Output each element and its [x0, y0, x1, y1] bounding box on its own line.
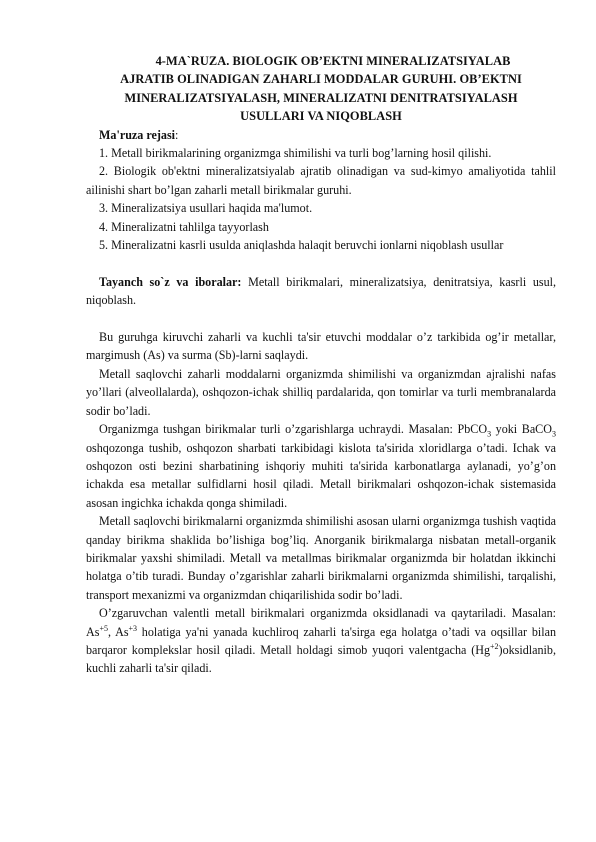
plan-heading-label: Ma'ruza rejasi: [99, 127, 176, 142]
plan-item-2: 2. Biologik ob'ektni mineralizatsiyalab ajratib olinadigan va sud-kimyo amaliyotida tahlil ailinishi shart bo’lgan zaharli metall birikmalar guruhi.: [86, 164, 556, 197]
title-line-4: USULLARI VA NIQOBLASH: [240, 109, 402, 124]
body-paragraph-1: Bu guruhga kiruvchi zaharli va kuchli ta'sir etuvchi moddalar o’z tarkibida og’ir metallar, margimush (As) va surma (Sb)-larni saqlaydi.: [86, 330, 556, 363]
plan-item-5: 5. Mineralizatni kasrli usulda aniqlashda halaqit beruvchi ionlarni niqoblash usullar: [99, 238, 504, 253]
p5-text-a: O’zgaruvchan valentli metall birikmalari organizmda oksidlanadi va qaytariladi. Masalan: As: [86, 606, 556, 639]
body-paragraph-4: Metall saqlovchi birikmalarni organizmda shimilishi asosan ularni organizmga tushish vaqtida qanday birikma shaklida bo’lishiga bog’liq. Anorganik birikmalarga nisbatan metall-organik birikmalar yaxshi shimiladi. Metall va metallmas birikmalar organizmda bir holatdan ikkinchi holatga o’tib turadi. Bunday o’zgarishlar zaharli birikmalarni organizmda shimilishi, tarqalishi, transport mexanizmi va organizmdan chiqarilishida sodir bo’ladi.: [86, 514, 556, 602]
spacer: [86, 254, 556, 272]
keywords-text: Metall birikmalari, mineralizatsiya, denitratsiya, kasrli usul, niqoblash.: [86, 274, 557, 308]
p3-text-b: yoki BaCO: [491, 422, 552, 437]
keywords-label: Tayanch so`z va iboralar:: [99, 274, 242, 289]
body-paragraph-3: [86, 420, 556, 512]
plan-item-3: 3. Mineralizatsiya usullari haqida ma'lumot.: [99, 201, 313, 216]
plan-item-4: 4. Mineralizatni tahlilga tayyorlash: [99, 219, 269, 234]
keywords-paragraph: [86, 273, 556, 310]
p3-text-a: Organizmga tushgan birikmalar turli o’zgarishlarga uchraydi. Masalan: PbCO: [99, 422, 488, 437]
p5-superscript-3: +2: [490, 641, 499, 651]
title-line-3: MINERALIZATSIYALASH, MINERALIZATNI DENITRATSIYALASH: [124, 90, 518, 105]
p3-text-c: oshqozonga tushib, oshqozon sharbati tarkibidagi kislota ta'sirida xloridlarga o’tadi. Ichak va oshqozon osti bezini sharbatining ishqoriy muhiti ta'sirida karbonatlarga aylanadi, yo’g’on ichakda esa metallar sulfidlarni hosil qiladi. Metall birikmalari oshqozon-ichak sistemasida asosan ingichka ichakda qonga shimiladi.: [86, 440, 556, 510]
body-paragraph-5: [86, 604, 556, 678]
spacer: [86, 310, 556, 328]
title-line-2: AJRATIB OLINADIGAN ZAHARLI MODDALAR GURUHI. OB’EKTNI: [120, 72, 522, 87]
p5-text-d: )oksidlanib, kuchli zaharli ta'sir qiladi.: [86, 642, 556, 676]
plan-heading-colon: :: [175, 127, 179, 142]
p5-superscript-2: +3: [128, 623, 138, 633]
plan-item-1: 1. Metall birikmalarining organizmga shimilishi va turli bog’larning hosil qilishi.: [99, 146, 492, 161]
title-line-1: 4-MA`RUZA. BIOLOGIK OB’EKTNI MINERALIZATSIYALAB: [155, 54, 511, 68]
p3-subscript-1: 3: [487, 429, 492, 439]
p3-subscript-2: 3: [552, 429, 556, 439]
p5-superscript-1: +5: [99, 623, 108, 633]
lecture-title: [86, 52, 556, 126]
plan-heading: [86, 126, 556, 144]
body-paragraph-2: Metall saqlovchi zaharli moddalarni organizmda shimilishi va organizmdan ajralishi nafas yo’llari (alveollalarda), oshqozon-ichak shilliq pardalarida, qon tomirlar va turli membranalarda sodir bo’ladi.: [86, 366, 556, 418]
p5-text-c: holatiga ya'ni yanada kuchliroq zaharli ta'sirga ega holatga o’tadi va oqsillar bilan barqaror komplekslar hosil qiladi. Metall holdagi simob yuqori valentgacha (Hg: [86, 624, 556, 657]
p5-text-b: , As: [107, 624, 129, 639]
document-page: [86, 52, 556, 678]
